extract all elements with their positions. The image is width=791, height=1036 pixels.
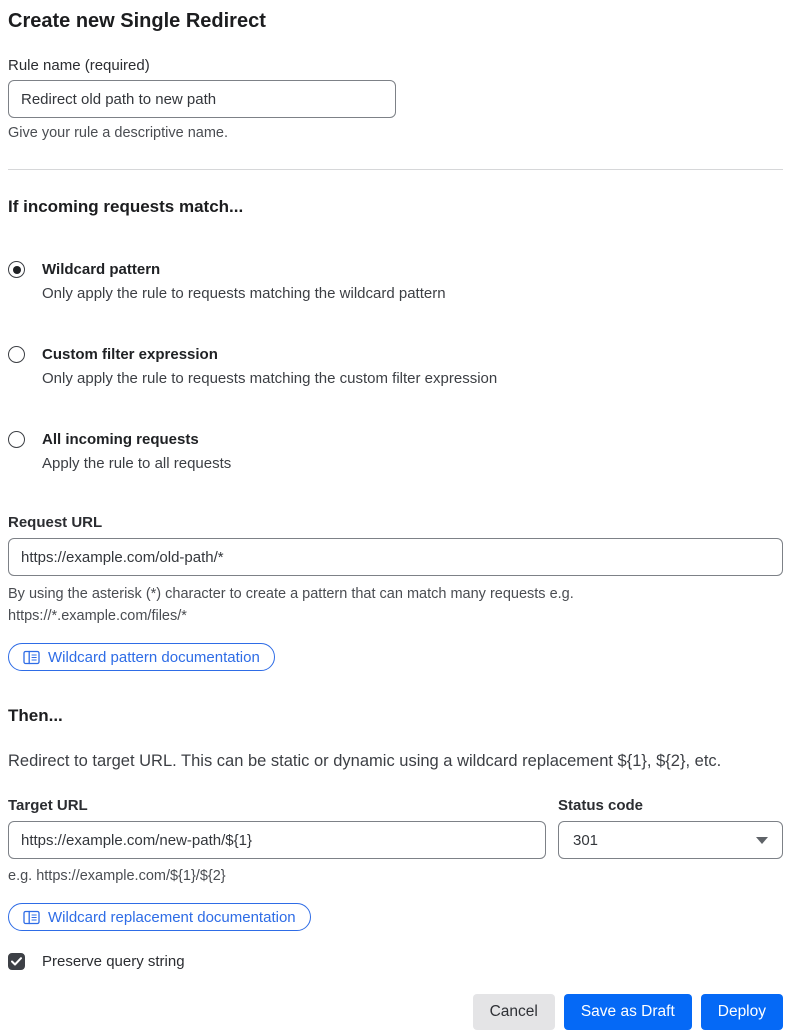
radio-desc-wildcard-pattern: Only apply the rule to requests matching the wildcard pattern (42, 285, 446, 302)
radio-label-custom-filter[interactable]: Custom filter expression (42, 346, 218, 363)
book-icon (23, 650, 40, 665)
request-url-input[interactable] (8, 538, 783, 576)
status-code-select[interactable] (558, 821, 783, 859)
radio-desc-all-requests: Apply the rule to all requests (42, 455, 232, 472)
preserve-query-row[interactable] (8, 952, 783, 971)
request-url-helper-line1: By using the asterisk (*) character to create a pattern that can match many requests e.g. (8, 586, 574, 602)
book-icon (23, 910, 40, 925)
rule-name-label: Rule name (required) (8, 57, 150, 74)
wildcard-pattern-docs-label: Wildcard pattern documentation (48, 648, 260, 666)
radio-label-all-requests[interactable]: All incoming requests (42, 431, 199, 448)
preserve-query-checkbox[interactable] (8, 953, 25, 970)
match-section-heading: If incoming requests match... (8, 197, 244, 216)
radio-all-requests[interactable] (8, 431, 25, 448)
radio-option-all-requests[interactable] (8, 430, 783, 473)
rule-name-helper: Give your rule a descriptive name. (8, 125, 229, 141)
match-type-radio-group (8, 260, 783, 473)
request-url-helper (8, 583, 783, 627)
section-divider (8, 169, 783, 170)
check-icon (11, 957, 22, 966)
create-single-redirect-form (8, 8, 783, 1030)
target-url-label: Target URL (8, 797, 88, 814)
target-url-input[interactable] (8, 821, 546, 859)
target-and-status-row (8, 796, 783, 886)
then-description: Redirect to target URL. This can be static or dynamic using a wildcard replacement ${1}, ${2}, etc. (8, 752, 722, 770)
save-as-draft-button[interactable]: Save as Draft (564, 994, 692, 1030)
target-url-helper: e.g. https://example.com/${1}/${2} (8, 868, 226, 884)
deploy-button[interactable]: Deploy (701, 994, 783, 1030)
radio-option-wildcard-pattern[interactable] (8, 260, 783, 303)
request-url-helper-line2: https://*.example.com/files/* (8, 608, 187, 624)
radio-label-wildcard-pattern[interactable]: Wildcard pattern (42, 261, 161, 278)
radio-desc-custom-filter: Only apply the rule to requests matching the custom filter expression (42, 370, 498, 387)
cancel-button[interactable]: Cancel (473, 994, 555, 1030)
radio-option-custom-filter[interactable] (8, 345, 783, 388)
wildcard-replacement-docs-label: Wildcard replacement documentation (48, 908, 296, 926)
wildcard-replacement-docs-button[interactable] (8, 903, 311, 931)
radio-wildcard-pattern[interactable] (8, 261, 25, 278)
request-url-label: Request URL (8, 514, 103, 531)
preserve-query-label[interactable]: Preserve query string (42, 953, 185, 970)
status-code-value: 301 (573, 831, 599, 849)
rule-name-input[interactable] (8, 80, 396, 118)
footer-actions (8, 994, 783, 1030)
page-title: Create new Single Redirect (8, 10, 266, 32)
chevron-down-icon (756, 837, 768, 844)
radio-custom-filter[interactable] (8, 346, 25, 363)
then-section-heading: Then... (8, 706, 63, 725)
wildcard-pattern-docs-button[interactable] (8, 643, 275, 671)
status-code-label: Status code (558, 797, 644, 814)
